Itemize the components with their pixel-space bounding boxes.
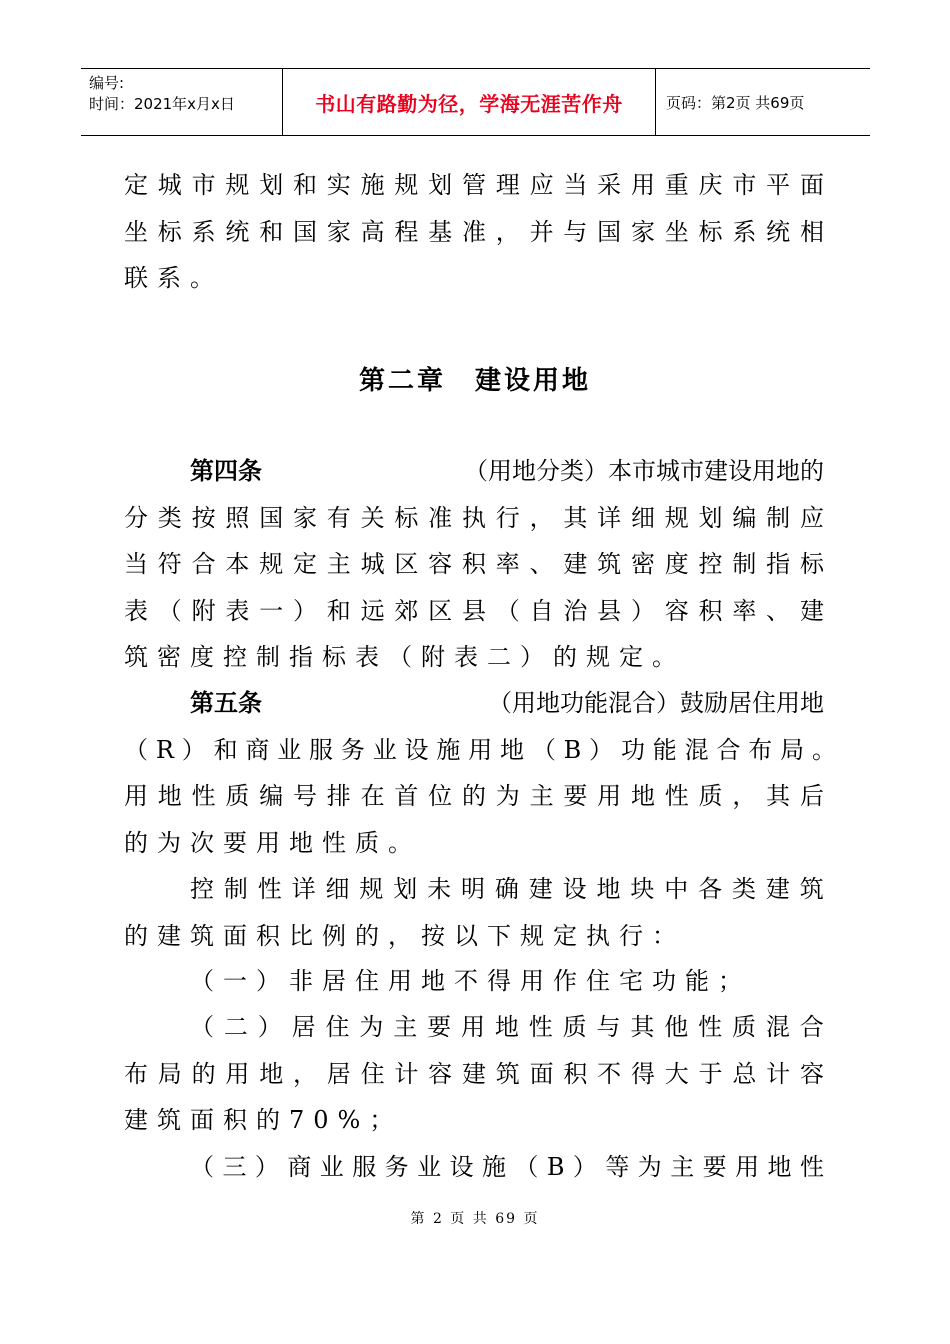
page-footer: 第 2 页 共 69 页 xyxy=(410,1211,540,1227)
header-number-label: 编号: xyxy=(89,74,125,92)
text-line: （ 三 ） 商 业 服 务 业 设 施 （ B ） 等 为 主 要 用 地 性 xyxy=(190,1153,824,1181)
list-item-2 xyxy=(124,1004,824,1144)
text-line: 控 制 性 详 细 规 划 未 明 确 建 设 地 块 中 各 类 建 筑 xyxy=(190,875,824,903)
text-line: 坐 标 系 统 和 国 家 高 程 基 准 ， 并 与 国 家 坐 标 系 统 相 xyxy=(124,217,824,246)
text-line: （ 二 ） 居 住 为 主 要 用 地 性 质 与 其 他 性 质 混 合 xyxy=(190,1013,824,1041)
article-label: 第四条 xyxy=(190,456,262,485)
paragraph-control xyxy=(124,866,824,959)
text-line: 筑密度控制指标表（附表二）的规定。 xyxy=(124,643,685,671)
list-item-1 xyxy=(124,958,824,1005)
article-text: （用地功能混合）鼓励居住用地 xyxy=(488,689,824,717)
article-5 xyxy=(124,680,836,866)
article-label: 第五条 xyxy=(190,688,262,717)
text-line: 的为次要用地性质。 xyxy=(124,828,421,857)
text-line: 表 （ 附 表 一 ） 和 远 郊 区 县 （ 自 治 县 ） 容 积 率 、 建 xyxy=(124,596,824,625)
text-line xyxy=(124,448,824,495)
article-text: （用地分类）本市城市建设用地的 xyxy=(464,457,824,485)
document-header xyxy=(81,68,870,136)
header-time-label: 时间：2021年x月x日 xyxy=(89,95,235,113)
text-line: （ R ） 和 商 业 服 务 业 设 施 用 地 （ B ） 功 能 混 合 布 局 。 xyxy=(124,735,836,764)
header-meta xyxy=(81,69,282,135)
text-line: 当 符 合 本 规 定 主 城 区 容 积 率 、 建 筑 密 度 控 制 指 标 xyxy=(124,550,824,578)
text-line: 布 局 的 用 地 ， 居 住 计 容 建 筑 面 积 不 得 大 于 总 计 容 xyxy=(124,1059,824,1088)
paragraph-top xyxy=(124,162,824,302)
header-motto: 书山有路勤为径，学海无涯苦作舟 xyxy=(282,69,656,135)
text-line xyxy=(124,680,824,727)
list-item-3 xyxy=(124,1144,824,1191)
chapter-title: 第二章 建设用地 xyxy=(358,366,591,396)
article-4 xyxy=(124,448,824,681)
text-line: 定 城 市 规 划 和 实 施 规 划 管 理 应 当 采 用 重 庆 市 平 面 xyxy=(124,171,824,199)
text-line: 用 地 性 质 编 号 排 在 首 位 的 为 主 要 用 地 性 质 ， 其 后 xyxy=(124,782,824,810)
text-line: 的建筑面积比例的，按以下规定执行： xyxy=(124,921,685,950)
text-line: 分 类 按 照 国 家 有 关 标 准 执 行 ， 其 详 细 规 划 编 制 应 xyxy=(124,503,824,532)
header-page-info: 页码：第2页 共69页 xyxy=(666,93,805,112)
text-line: 建筑面积的70%； xyxy=(124,1106,403,1134)
text-line: （一）非居住用地不得用作住宅功能； xyxy=(190,967,751,995)
text-line: 联系。 xyxy=(124,264,223,292)
